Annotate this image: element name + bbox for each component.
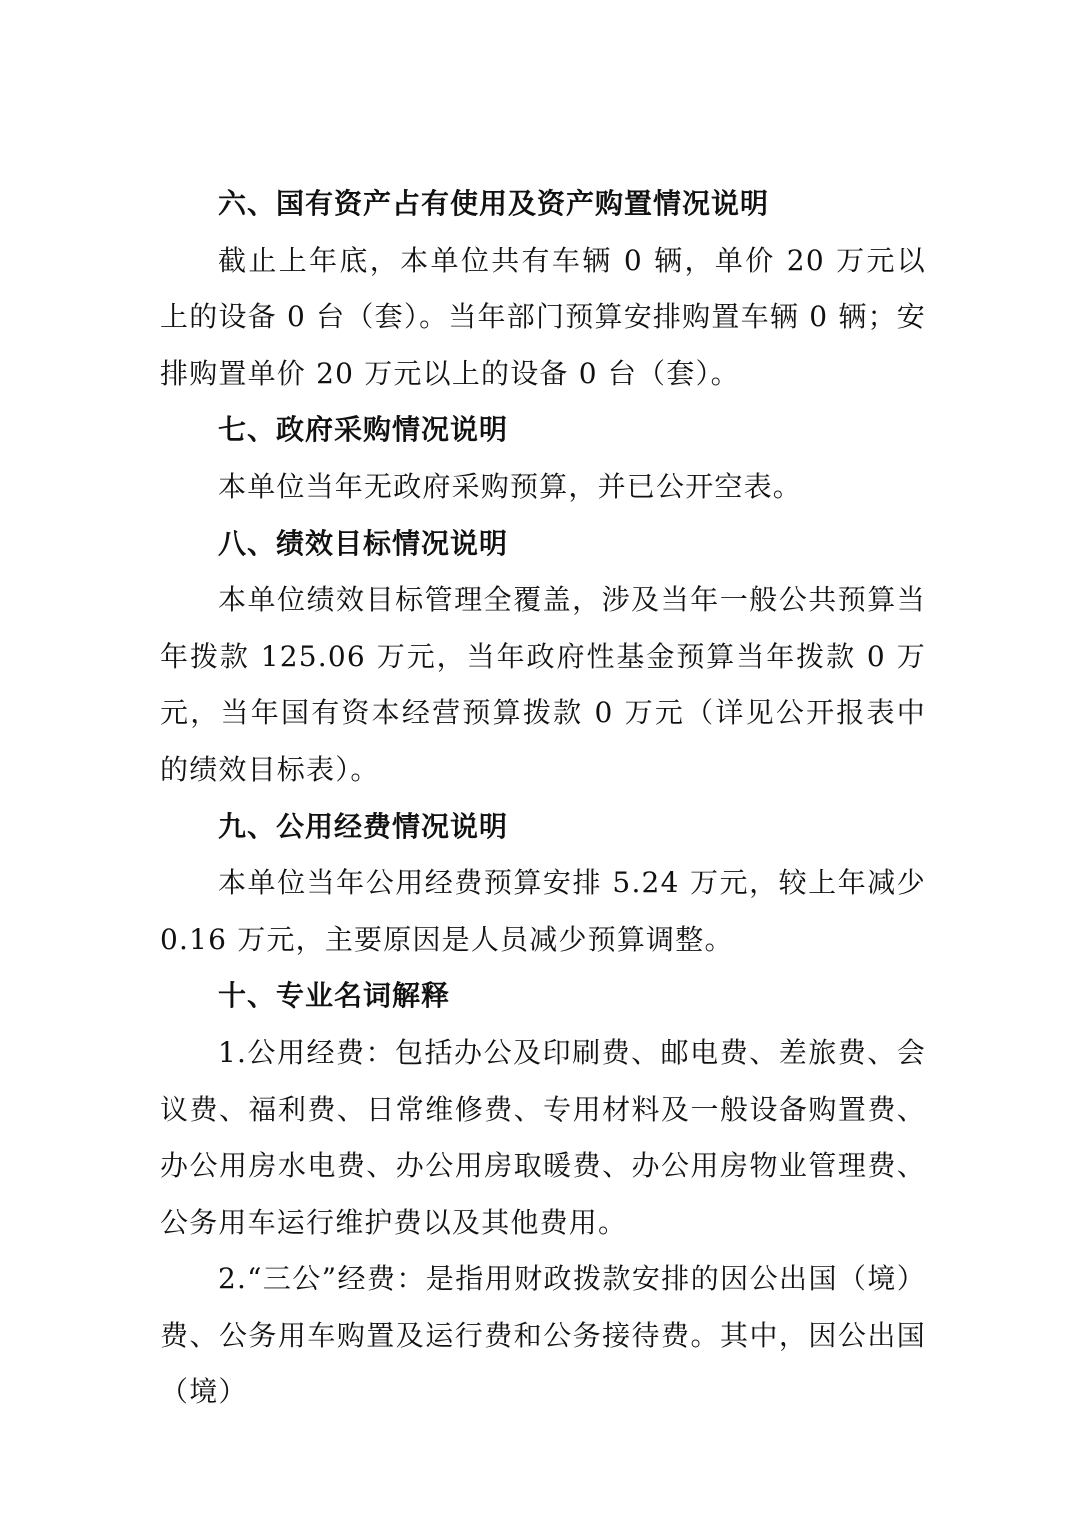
section-paragraph: 本单位当年无政府采购预算，并已公开空表。: [218, 469, 803, 503]
section-paragraph: 本单位当年公用经费预算安排 5.24 万元，较上年减少 0.16 万元，主要原因是人员减少预算调整。: [160, 866, 926, 956]
section-heading: 六、国有资产占有使用及资产购置情况说明: [218, 187, 770, 220]
section-heading: 七、政府采购情况说明: [218, 413, 509, 447]
section-heading: 九、公用经费情况说明: [218, 809, 509, 843]
section-paragraph: 截止上年底，本单位共有车辆 0 辆，单价 20 万元以上的设备 0 台（套）。当年部门预算安排购置车辆 0 辆；安排购置单价 20 万元以上的设备 0 台（套）。: [160, 243, 926, 390]
section-paragraph: 1.公用经费：包括办公及印刷费、邮电费、差旅费、会议费、福利费、日常维修费、专用材料及一般设备购置费、办公用房水电费、办公用房取暖费、办公用房物业管理费、公务用车运行维护费以及其他费用。: [160, 1035, 926, 1239]
section-heading: 十、专业名词解释: [218, 979, 451, 1013]
section-heading: 八、绩效目标情况说明: [218, 526, 509, 560]
section-paragraph: 2.“三公”经费：是指用财政拨款安排的因公出国（境）费、公务用车购置及运行费和公务接待费。其中，因公出国（境）: [160, 1262, 926, 1409]
document-body: [160, 176, 926, 1421]
section-paragraph: 本单位绩效目标管理全覆盖，涉及当年一般公共预算当年拨款 125.06 万元，当年政府性基金预算当年拨款 0 万元，当年国有资本经营预算拨款 0 万元（详见公开报表中的绩效目标表）。: [160, 583, 926, 786]
